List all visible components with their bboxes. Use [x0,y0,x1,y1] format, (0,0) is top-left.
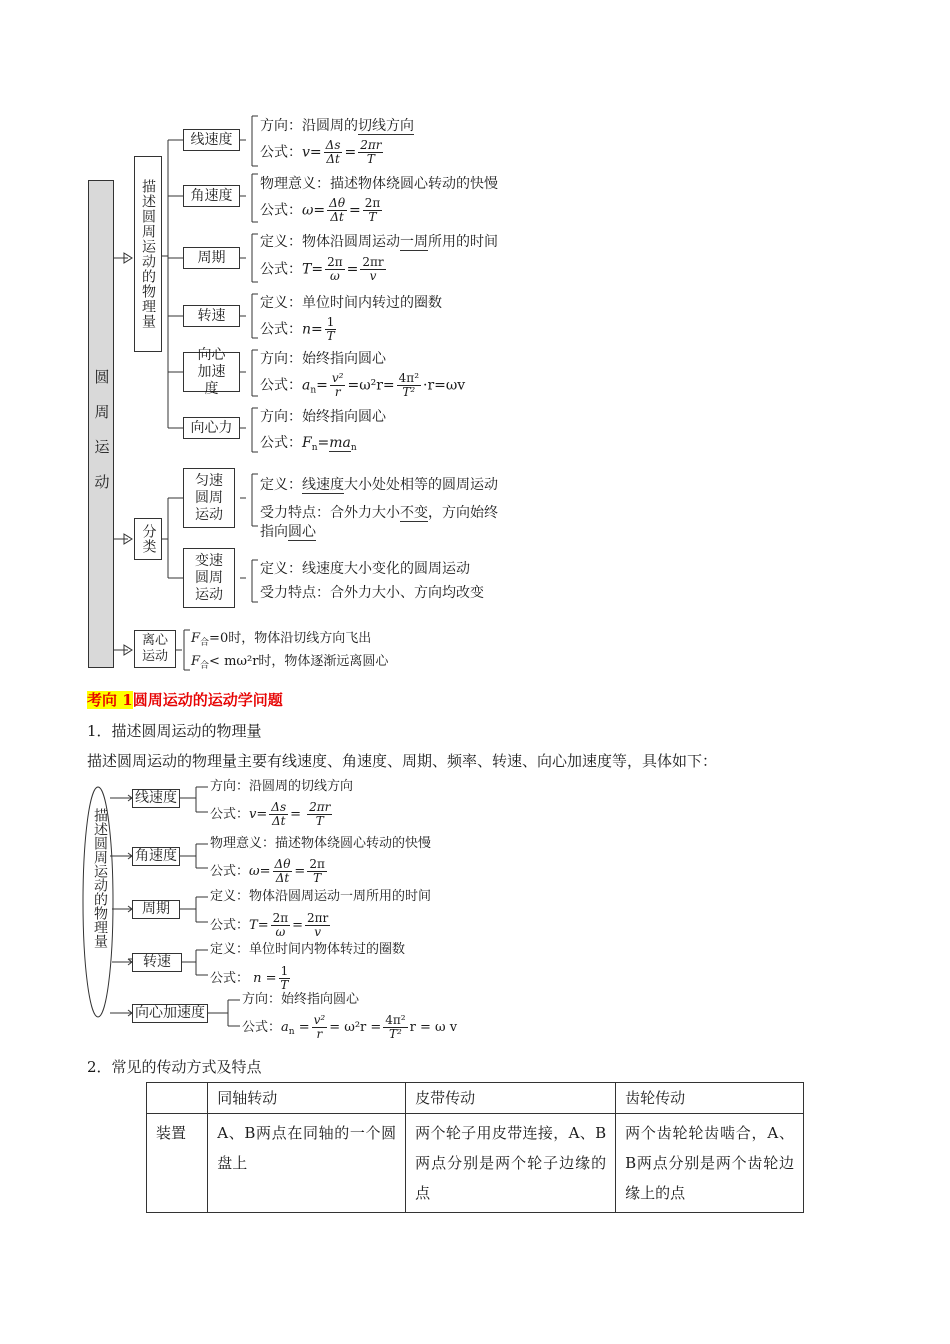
centripetal-force-direction: 方向：始终指向圆心 [260,409,386,425]
map2-period-definition: 定义：物体沿圆周运动一周所用的时间 [210,889,432,904]
uniform-motion-definition: 定义：线速度大小处处相等的圆周运动 [260,477,498,493]
map2-root: 描述圆周运动的物理量 [92,808,108,948]
node-label: 转速 [143,954,171,970]
transmission-table [146,1082,804,1213]
node-label: 线速度 [190,131,233,148]
table-header-cell: 齿轮传动 [616,1083,804,1114]
centrifugal-line-2: $F_合< m\omega^2r$时，物体逐渐远离圆心 [191,654,389,671]
root-label: 圆周运动 [92,369,111,509]
map2-rotation-speed-formula: 公式： n = $\frac{1}{T}$ [210,964,289,992]
linear-velocity-formula: 公式：v= $\frac{\Delta s}{\Delta t}$ = $\frac{2\pi r}{T}$ [260,138,382,166]
map2-centripetal-acceleration-direction: 方向：始终指向圆心 [242,992,360,1007]
map2-node-period [132,900,180,919]
item-2-title: 2．常见的传动方式及特点 [87,1058,262,1076]
node-label: 角速度 [135,848,177,864]
map2-linear-velocity-formula: 公式：v= $\frac{\Delta s}{\Delta t}$ = $\frac{2\pi r}{T}$ [210,800,331,828]
map2-centripetal-acceleration-formula: 公式：$a_n$ = $\frac{\text{v²}}{r}$ = ω²r = $\frac{\text{4π²}}{\text{T²}}$ r = ω v [242,1013,458,1041]
angular-velocity-formula: 公式：ω= $\frac{\Delta\theta}{\Delta t}$ = $\frac{2\pi}{T}$ [260,196,381,224]
linear-velocity-direction: 方向：沿圆周的切线方向 [260,118,414,134]
map2-node-linear-velocity [132,789,180,808]
variable-motion-force: 受力特点：合外力大小、方向均改变 [260,585,484,601]
map2-rotation-speed-definition: 定义：单位时间内物体转过的圈数 [210,942,406,957]
table-header-cell: 同轴转动 [208,1083,406,1114]
centripetal-acceleration-direction: 方向：始终指向圆心 [260,351,386,367]
table-header-row [147,1083,804,1114]
table-header-cell [147,1083,208,1114]
period-formula: 公式：T= $\frac{2\pi}{\omega}$ = $\frac{2\pi r}{v}$ [260,255,384,283]
map2-node-centripetal-acceleration [132,1004,208,1023]
node-label: 周期 [142,901,170,917]
node-label: 向心力 [190,419,233,436]
node-label: 线速度 [135,790,177,806]
paragraph-description: 描述圆周运动的物理量主要有线速度、角速度、周期、频率、转速、向心加速度等，具体如下： [87,752,718,770]
uniform-motion-force-cont: 指向圆心 [260,524,316,540]
period-definition: 定义：物体沿圆周运动一周所用的时间 [260,234,498,250]
node-label: 周期 [197,249,226,266]
angular-velocity-meaning: 物理意义：描述物体绕圆心转动的快慢 [260,176,498,192]
node-label: 向心加速度 [135,1005,205,1021]
node-label: 匀速圆周运动 [195,472,223,523]
variable-motion-definition: 定义：线速度大小变化的圆周运动 [260,561,470,577]
node-label: 转速 [197,307,226,324]
centrifugal-line-1: $F_合=0$时，物体沿切线方向飞出 [191,631,372,648]
uniform-motion-force: 受力特点：合外力大小不变，方向始终 [260,505,498,521]
table-header-cell: 皮带传动 [406,1083,616,1114]
node-label: 变速圆周运动 [195,552,223,603]
node-label: 向心加速度 [197,346,226,397]
map2-linear-velocity-direction: 方向：沿圆周的切线方向 [210,779,354,794]
group-label: 描述圆周运动的物理量 [140,179,156,329]
table-cell: 两个轮子用皮带连接，A、B两点分别是两个轮子边缘的点 [406,1114,616,1213]
section-heading: 考向 1圆周运动的运动学问题 [87,691,283,709]
group-label: 离心运动 [141,633,168,664]
table-cell: 装置 [147,1114,208,1213]
map2-node-rotation-speed [132,953,182,972]
rotation-speed-definition: 定义：单位时间内转过的圈数 [260,295,442,311]
centripetal-acceleration-formula: 公式：$a_n=$ $\frac{\text{v²}}{r}$ =ω²r= $\frac{\text{4π²}}{\text{T²}}$ ·r=ωv [260,371,466,399]
map2-node-angular-velocity [132,847,180,866]
table-cell: A、B两点在同轴的一个圆盘上 [208,1114,406,1213]
map2-period-formula: 公式：T= $\frac{2\pi}{\omega}$ = $\frac{2\pi r}{v}$ [210,911,329,939]
map2-angular-velocity-formula: 公式：ω= $\frac{\Delta\theta}{\Delta t}$ = $\frac{2\pi}{T}$ [210,857,325,885]
node-label: 角速度 [190,187,233,204]
table-row [147,1114,804,1213]
group-label: 分类 [140,524,157,554]
centripetal-force-formula: 公式：$F_n=ma_n$ [260,435,357,453]
rotation-speed-formula: 公式：n= $\frac{1}{T}$ [260,315,335,343]
table-cell: 两个齿轮轮齿啮合，A、B两点分别是两个齿轮边缘上的点 [616,1114,804,1213]
item-1-title: 1．描述圆周运动的物理量 [87,722,262,740]
map2-angular-velocity-meaning: 物理意义：描述物体绕圆心转动的快慢 [210,836,432,851]
